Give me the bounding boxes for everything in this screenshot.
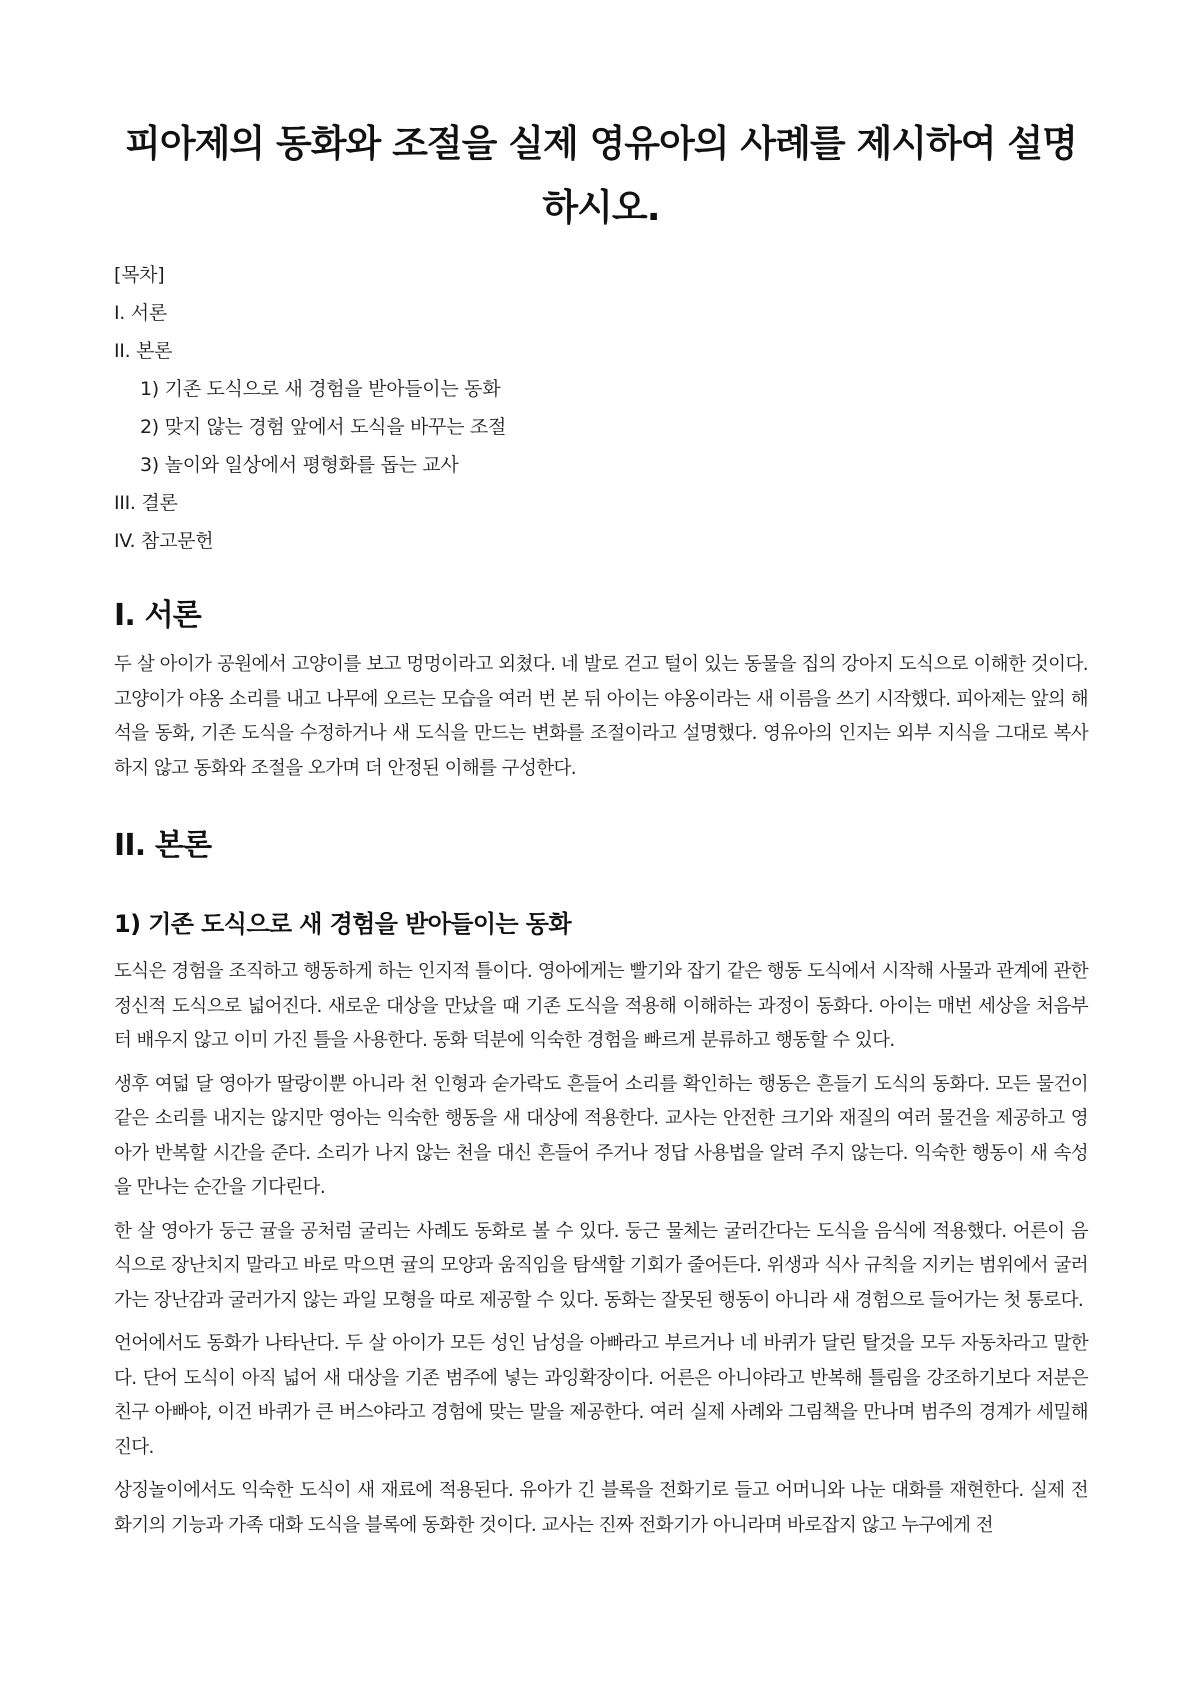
subsection-heading-assimilation: 1) 기존 도식으로 새 경험을 받아들이는 동화 [114,910,571,938]
toc-item: II. 본론 [114,340,173,362]
body-paragraph: 상징놀이에서도 익숙한 도식이 새 재료에 적용된다. 유아가 긴 블록을 전화기로 들고 어머니와 나눈 대화를 재현한다. 실제 전화기의 기능과 가족 대화 도식을 블록에 동화한 것이다. 교사는 진짜 전화기가 아니라며 바로잡지 않고 누구에게 전 [114,1480,1088,1536]
document-title: 피아제의 동화와 조절을 실제 영유아의 사례를 제시하여 설명하시오. [125,122,1077,229]
toc-item: IV. 참고문헌 [114,530,214,552]
toc-subitem: 3) 놀이와 일상에서 평형화를 돕는 교사 [140,454,459,476]
intro-heading: I. 서론 [114,598,201,633]
toc-item: III. 결론 [114,492,178,514]
toc-heading: [목차] [114,264,165,286]
body-paragraph: 생후 여덟 달 영아가 딸랑이뿐 아니라 천 인형과 숟가락도 흔들어 소리를 확인하는 행동은 흔들기 도식의 동화다. 모든 물건이 같은 소리를 내지는 않지만 영아는 익숙한 행동을 새 대상에 적용한다. 교사는 안전한 크기와 재질의 여러 물건을 제공하고 영아가 반복할 시간을 준다. 소리가 나지 않는 천을 대신 흔들어 주거나 정답 사용법을 알려 주지 않는다. 익숙한 행동이 새 속성을 만나는 순간을 기다린다. [114,1073,1088,1198]
body-paragraph: 도식은 경험을 조직하고 행동하게 하는 인지적 틀이다. 영아에게는 빨기와 잡기 같은 행동 도식에서 시작해 사물과 관계에 관한 정신적 도식으로 넓어진다. 새로운 대상을 만났을 때 기존 도식을 적용해 이해하는 과정이 동화다. 아이는 매번 세상을 처음부터 배우지 않고 이미 가진 틀을 사용한다. 동화 덕분에 익숙한 경험을 빠르게 분류하고 행동할 수 있다. [114,961,1088,1051]
body-paragraph: 한 살 영아가 둥근 귤을 공처럼 굴리는 사례도 동화로 볼 수 있다. 둥근 물체는 굴러간다는 도식을 음식에 적용했다. 어른이 음식으로 장난치지 말라고 바로 막으면 귤의 모양과 움직임을 탐색할 기회가 줄어든다. 위생과 식사 규칙을 지키는 범위에서 굴러가는 장난감과 굴러가지 않는 과일 모형을 따로 제공할 수 있다. 동화는 잘못된 행동이 아니라 새 경험으로 들어가는 첫 통로다. [114,1220,1088,1311]
table-of-contents [114,256,1088,560]
toc-subitem: 2) 맞지 않는 경험 앞에서 도식을 바꾸는 조절 [140,416,506,438]
body-heading: II. 본론 [114,828,212,863]
intro-paragraph: 두 살 아이가 공원에서 고양이를 보고 멍멍이라고 외쳤다. 네 발로 걷고 털이 있는 동물을 집의 강아지 도식으로 이해한 것이다. 고양이가 야옹 소리를 내고 나무에 오르는 모습을 여러 번 본 뒤 아이는 야옹이라는 새 이름을 쓰기 시작했다. 피아제는 앞의 해석을 동화, 기존 도식을 수정하거나 새 도식을 만드는 변화를 조절이라고 설명했다. 영유아의 인지는 외부 지식을 그대로 복사하지 않고 동화와 조절을 오가며 더 안정된 이해를 구성한다. [114,654,1088,779]
toc-item: I. 서론 [114,302,167,324]
body-paragraph: 언어에서도 동화가 나타난다. 두 살 아이가 모든 성인 남성을 아빠라고 부르거나 네 바퀴가 달린 탈것을 모두 자동차라고 말한다. 단어 도식이 아직 넓어 새 대상을 기존 범주에 넣는 과잉확장이다. 어른은 아니야라고 반복해 틀림을 강조하기보다 저분은 친구 아빠야, 이건 바퀴가 큰 버스야라고 경험에 맞는 말을 제공한다. 여러 실제 사례와 그림책을 만나며 범주의 경계가 세밀해진다. [114,1333,1088,1458]
toc-subitem: 1) 기존 도식으로 새 경험을 받아들이는 동화 [140,378,501,400]
